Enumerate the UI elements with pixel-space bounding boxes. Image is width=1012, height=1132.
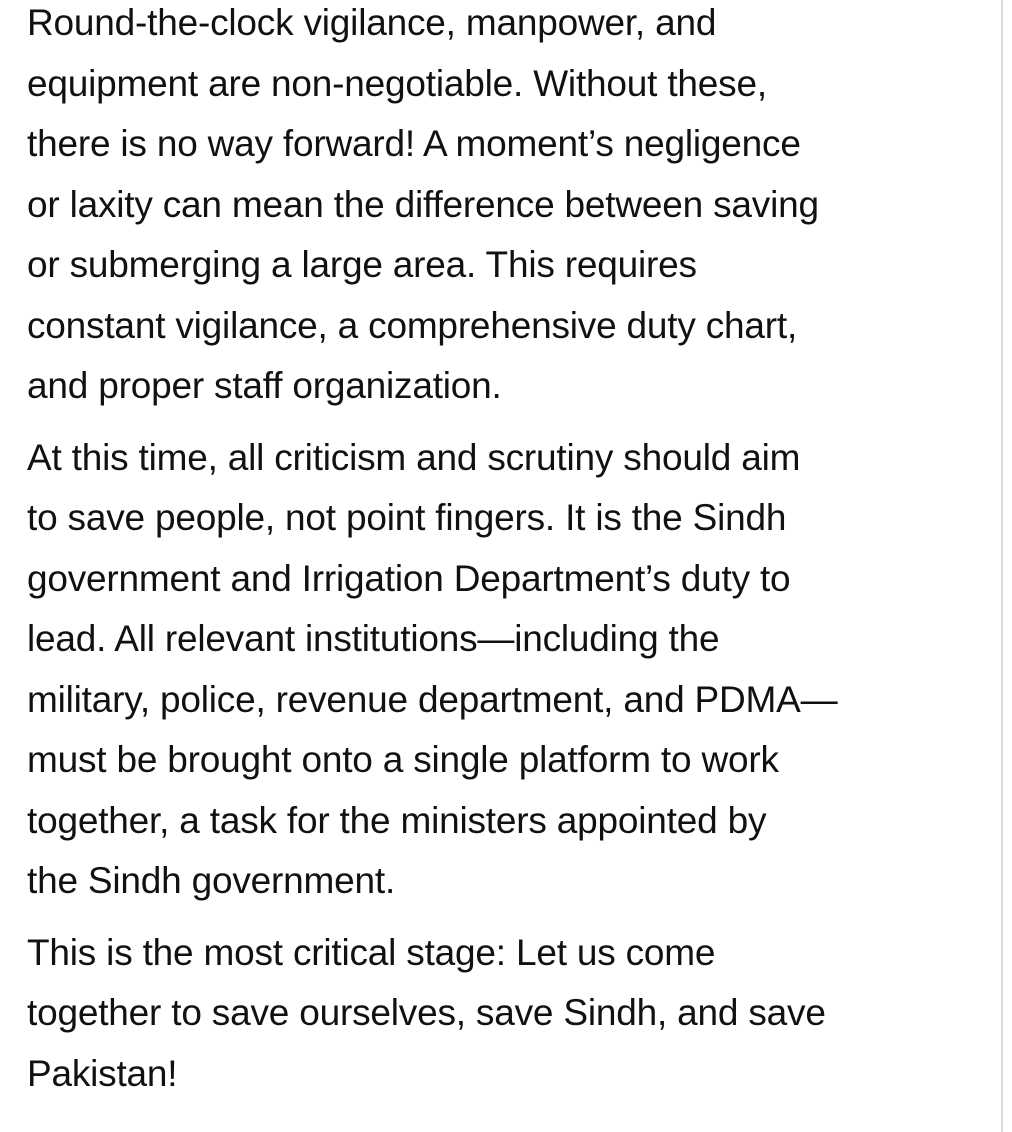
text-line: lead. All relevant institutions—including the — [27, 618, 720, 659]
text-line: and proper staff organization. — [27, 365, 502, 406]
paragraph-call-to-action — [27, 923, 987, 1105]
text-line: to save people, not point fingers. It is the Sindh — [27, 497, 787, 538]
text-line: there is no way forward! A moment’s negligence — [27, 123, 801, 164]
text-line: At this time, all criticism and scrutiny should aim — [27, 436, 801, 478]
text-line: military, police, revenue department, and PDMA— — [27, 678, 838, 720]
paragraph-vigilance — [27, 0, 987, 417]
text-line: or submerging a large area. This requires — [27, 244, 697, 285]
text-line: Round-the-clock vigilance, manpower, and — [27, 2, 717, 43]
text-line: the Sindh government. — [27, 860, 396, 901]
text-line: together, a task for the ministers appointed by — [27, 799, 767, 841]
text-line: must be brought onto a single platform to work — [27, 739, 779, 780]
page-edge-divider — [1001, 0, 1003, 1132]
text-line: or laxity can mean the difference between saving — [27, 183, 819, 225]
text-line: This is the most critical stage: Let us come — [27, 931, 716, 973]
text-line: constant vigilance, a comprehensive duty chart, — [27, 304, 798, 346]
text-line: equipment are non-negotiable. Without these, — [27, 62, 767, 104]
text-line: Pakistan! — [27, 1052, 178, 1094]
article-body — [27, 0, 987, 1115]
paragraph-criticism — [27, 428, 987, 912]
text-line: together to save ourselves, save Sindh, and save — [27, 992, 826, 1033]
text-line: government and Irrigation Department’s duty to — [27, 557, 791, 599]
